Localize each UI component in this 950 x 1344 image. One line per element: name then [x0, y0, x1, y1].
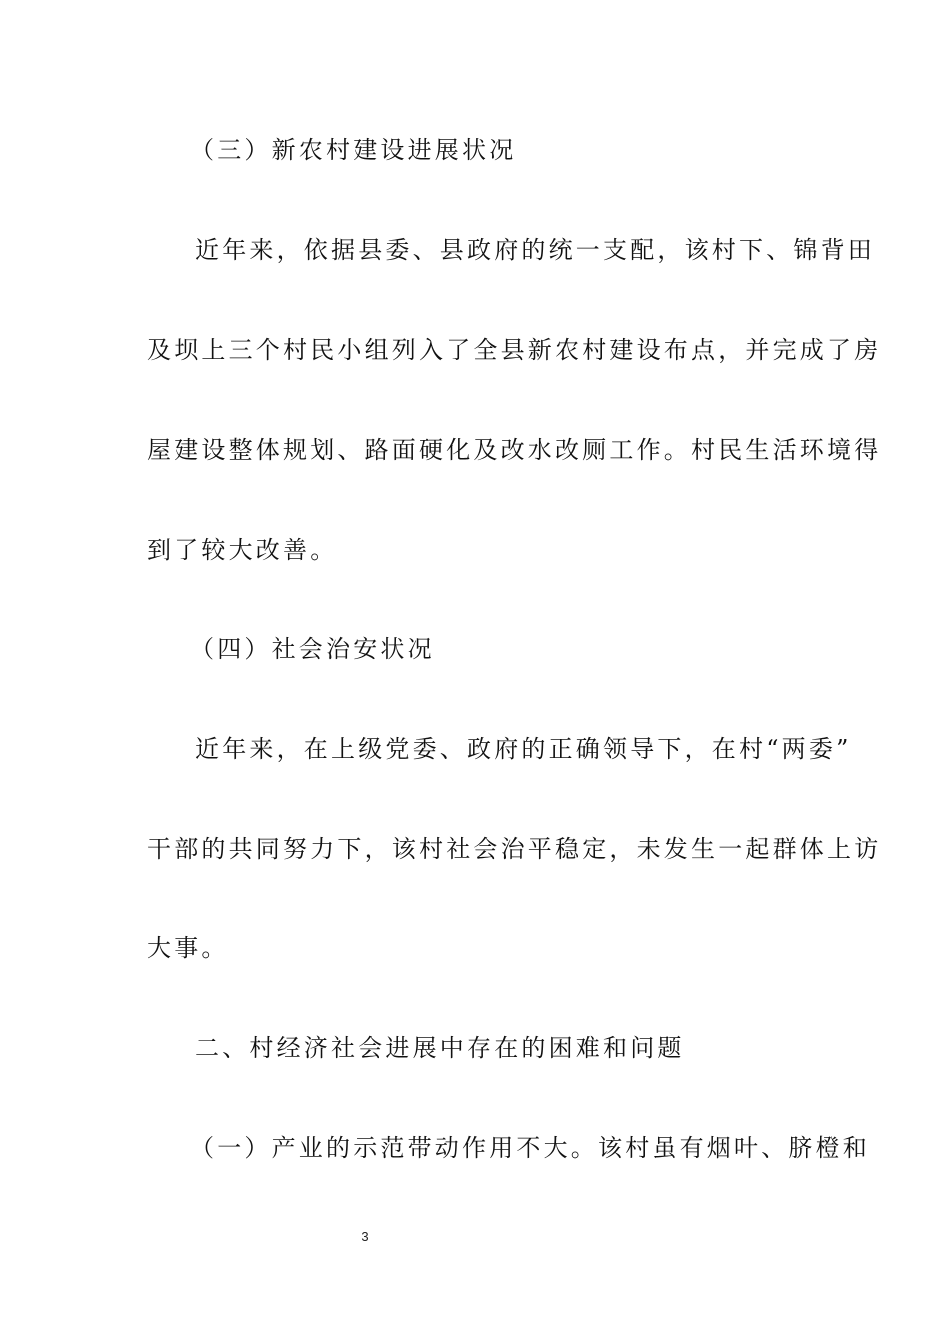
- page-number: 3: [361, 1229, 369, 1244]
- paragraph-line: 屋建设整体规划、路面硬化及改水改厕工作。村民生活环境得: [147, 436, 882, 464]
- paragraph-line: 近年来，在上级党委、政府的正确领导下，在村“两委”: [195, 735, 852, 763]
- paragraph-line: 到了较大改善。: [147, 536, 338, 564]
- section-four-heading: （四）社会治安状况: [190, 635, 435, 663]
- paragraph-line: 近年来，依据县委、县政府的统一支配，该村下、锦背田: [195, 236, 875, 264]
- section-three-heading: （三）新农村建设进展状况: [190, 136, 517, 164]
- paragraph-line: 干部的共同努力下，该村社会治平稳定，未发生一起群体上访: [147, 835, 882, 863]
- paragraph-line: 及坝上三个村民小组列入了全县新农村建设布点，并完成了房: [147, 336, 882, 364]
- paragraph-line: 大事。: [147, 934, 229, 962]
- paragraph-line: （一）产业的示范带动作用不大。该村虽有烟叶、脐橙和: [190, 1134, 870, 1162]
- part-two-heading: 二、村经济社会进展中存在的困难和问题: [195, 1034, 685, 1062]
